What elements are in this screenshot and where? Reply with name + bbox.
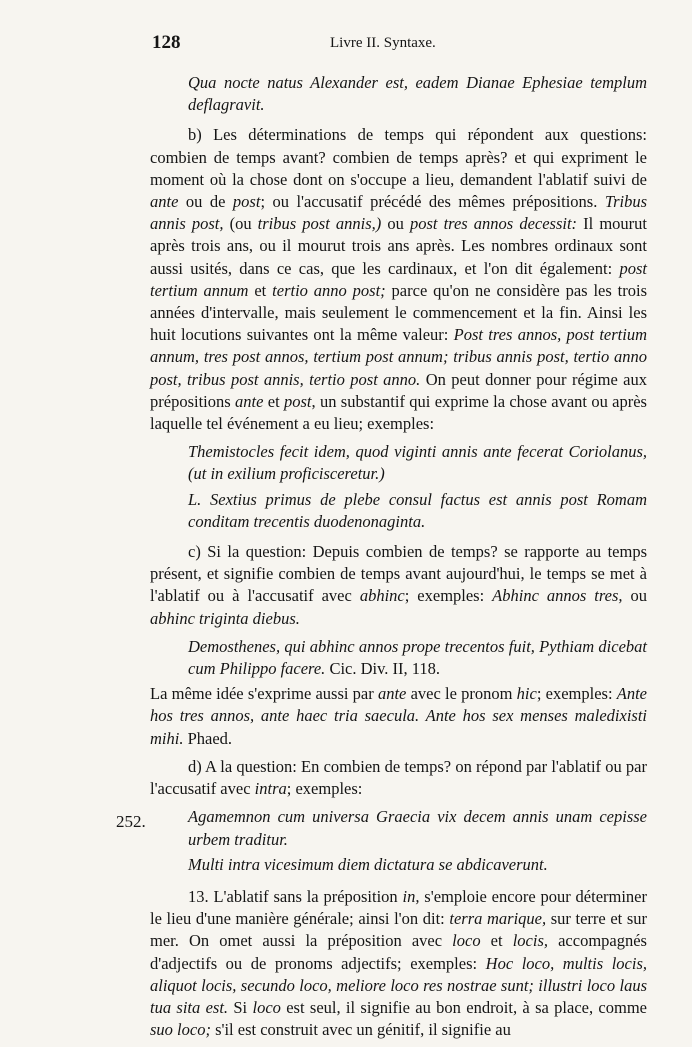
example-alexander: Qua nocte natus Alexander est, eadem Dianae Ephesiae templum deflagravit.	[188, 73, 648, 115]
paragraph-same-idea: La même idée s'exprime aussi par ante avec le pronom hic; exemples: Ante hos tres annos, ante haec tria saecula. Ante hos sex menses maledixisti mihi. Phaed.	[150, 684, 647, 748]
page-header	[0, 32, 692, 54]
page-number: 128	[152, 32, 181, 53]
paragraph-d: d) A la question: En combien de temps? on répond par l'ablatif ou par l'accusatif avec intra; exemples:	[150, 756, 647, 799]
paragraph-13: 13. L'ablatif sans la préposition in, s'emploie encore pour déterminer le lieu d'une manière générale; ainsi l'on dit: terra marique, sur terre et sur mer. On omet aussi la préposition avec loco et locis, accompagnés d'adjectifs ou de pronoms adjectifs; exemples: Hoc loco, multis locis, aliquot locis, secundo loco, meliore loco res nostrae sunt; illustri loco laus tua sita est. Si loco est seul, il signifie au bon endroit, à sa place, comme suo loco; s'il est construit avec un génitif, il signifie au	[150, 886, 647, 1040]
paragraph-b: b) Les déterminations de temps qui répondent aux questions: combien de temps avant? combien de temps après? et qui expriment le moment où la chose dont on s'occupe a lieu, demandent l'ablatif suivi de ante ou de post; ou l'accusatif précédé des mêmes prépositions. Tribus annis post, (ou tribus post annis,) ou post tres annos decessit: Il mourut après trois ans, ou il mourut trois ans après. Les nombres ordinaux sont aussi usités, dans ce cas, que les cardinaux, et l'on dit également: post tertium annum et tertio anno post; parce qu'on ne considère pas les trois années d'intervalle, mais seulement le commencement et la fin. Ainsi les huit locutions suivantes ont la même valeur: Post tres annos, post tertium annum, tres post annos, tertium post annum; tribus annis post, tertio anno post, tribus post annis, tertio post anno. On peut donner pour régime aux prépositions ante et post, un substantif qui exprime la chose avant ou après laquelle tel événement a eu lieu; exemples:	[150, 125, 648, 434]
example-sextius: L. Sextius primus de plebe consul factus est annis post Romam conditam trecentis duodenonaginta.	[188, 489, 647, 531]
example-multi: Multi intra vicesimum diem dictatura se abdicaverunt.	[188, 854, 548, 874]
example-demosthenes: Demosthenes, qui abhinc annos prope trecentos fuit, Pythiam dicebat cum Philippo facere. Cic. Div. II, 118.	[188, 636, 647, 679]
section-margin-number: 252.	[116, 812, 146, 831]
running-head: Livre II. Syntaxe.	[330, 35, 436, 51]
example-agamemnon: Agamemnon cum universa Graecia vix decem annis unam cepisse urbem traditur.	[188, 807, 647, 849]
paragraph-c: c) Si la question: Depuis combien de temps? se rapporte au temps présent, et signifie combien de temps avant aujourd'hui, le temps se met à l'ablatif ou à l'accusatif avec abhinc; exemples: Abhinc annos tres, ou abhinc triginta diebus.	[150, 542, 648, 628]
example-themistocles: Themistocles fecit idem, quod viginti annis ante fecerat Coriolanus, (ut in exilium proficisceretur.)	[188, 442, 647, 484]
page-body	[150, 72, 647, 1047]
